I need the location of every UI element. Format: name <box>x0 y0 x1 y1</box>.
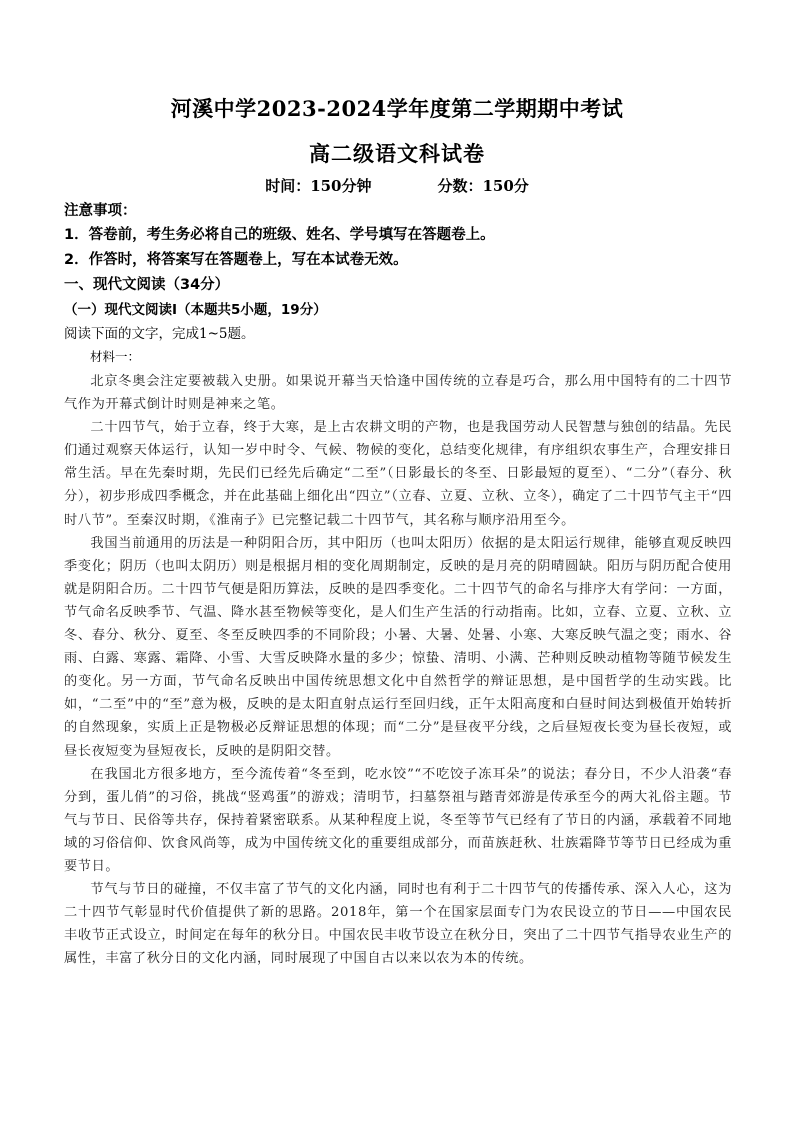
passage-paragraph-4: 在我国北方很多地方，至今流传着“冬至到，吃水饺”“不吃饺子冻耳朵”的说法；春分日，不少人沿袭“春分到，蛋儿俏”的习俗，挑战“竖鸡蛋”的游戏；清明节，扫墓祭祖与踏青郊游是传承至今的两大礼俗主题。节气与节日、民俗等共存，保持着紧密联系。从某种程度上说，冬至等节气已经有了节日的内涵，承载着不同地域的习俗信仰、饮食风尚等，成为中国传统文化的重要组成部分，而苗族赶秋、壮族霜降节等节日已经成为重要节日。 <box>64 766 732 874</box>
notice-item-1: 1．答卷前，考生务必将自己的班级、姓名、学号填写在答题卷上。 <box>64 227 495 243</box>
notice-heading: 注意事项： <box>64 203 137 219</box>
passage-paragraph-3: 我国当前通用的历法是一种阴阳合历，其中阳历（也叫太阳历）依据的是太阳运行规律，能够直观反映四季变化；阴历（也叫太阴历）则是根据月相的变化周期制定，反映的是月亮的阴晴圆缺。阳历与阴历配合使用就是阴阳合历。二十四节气便是阳历算法，反映的是四季变化。二十四节气的命名与排序大有学问：一方面，节气命名反映季节、气温、降水甚至物候等变化，是人们生产生活的行动指南。比如，立春、立夏、立秋、立冬、春分、秋分、夏至、冬至反映四季的不同阶段；小暑、大暑、处暑、小寒、大寒反映气温之变；雨水、谷雨、白露、寒露、霜降、小雪、大雪反映降水量的多少；惊蛰、清明、小满、芒种则反映动植物等随节候发生的变化。另一方面，节气命名反映出中国传统思想文化中自然哲学的辩证思想，是中国哲学的生动实践。比如，“二至”中的“至”意为极，反映的是太阳直射点运行至回归线，正午太阳高度和白昼时间达到极值开始转折的自然现象，实质上正是物极必反辩证思想的体现；而“二分”是昼夜平分线，之后昼短夜长变为昼长夜短，或昼长夜短变为昼短夜长，反映的是阴阳交替。 <box>64 535 732 759</box>
notice-item-2: 2．作答时，将答案写在答题卷上，写在本试卷无效。 <box>64 252 408 268</box>
material-label: 材料一： <box>90 349 141 364</box>
section-sub-heading: （一）现代文阅读Ⅰ（本题共5小题，19分） <box>64 302 327 318</box>
passage-paragraph-1: 北京冬奥会注定要被载入史册。如果说开幕当天恰逢中国传统的立春是巧合，那么用中国特有的二十四节气作为开幕式倒计时则是神来之笔。 <box>64 374 732 413</box>
section-heading: 一、现代文阅读（34分） <box>64 277 230 293</box>
passage-paragraph-2: 二十四节气，始于立春，终于大寒，是上古农耕文明的产物，也是我国劳动人民智慧与独创的结晶。先民们通过观察天体运行，认知一岁中时令、气候、物候的变化，总结变化规律，有序组织农事生产，合理安排日常生活。早在先秦时期，先民们已经先后确定“二至”（日影最长的冬至、日影最短的夏至）、“二分”（春分、秋分），初步形成四季概念，并在此基础上细化出“四立”（立春、立夏、立秋、立冬），确定了二十四节气主干“四时八节”。至秦汉时期，《淮南子》已完整记载二十四节气，其名称与顺序沿用至今。 <box>64 420 732 528</box>
exam-meta <box>0 175 794 196</box>
reading-instruction: 阅读下面的文字，完成1~5题。 <box>64 326 255 342</box>
exam-title: 河溪中学2023-2024学年度第二学期期中考试 <box>170 96 624 121</box>
exam-time: 时间：150分钟 <box>265 177 372 195</box>
reading-passage <box>64 370 732 970</box>
passage-paragraph-5: 节气与节日的碰撞，不仅丰富了节气的文化内涵，同时也有利于二十四节气的传播传承、深入人心，这为二十四节气彰显时代价值提供了新的思路。2018年，第一个在国家层面专门为农民设立的节日——中国农民丰收节正式设立，时间定在每年的秋分日。中国农民丰收节设立在秋分日，突出了二十四节气指导农业生产的属性，丰富了秋分日的文化内涵，同时展现了中国自古以来以农为本的传统。 <box>64 882 732 967</box>
exam-subtitle: 高二级语文科试卷 <box>309 141 485 166</box>
exam-score: 分数：150分 <box>437 177 529 195</box>
